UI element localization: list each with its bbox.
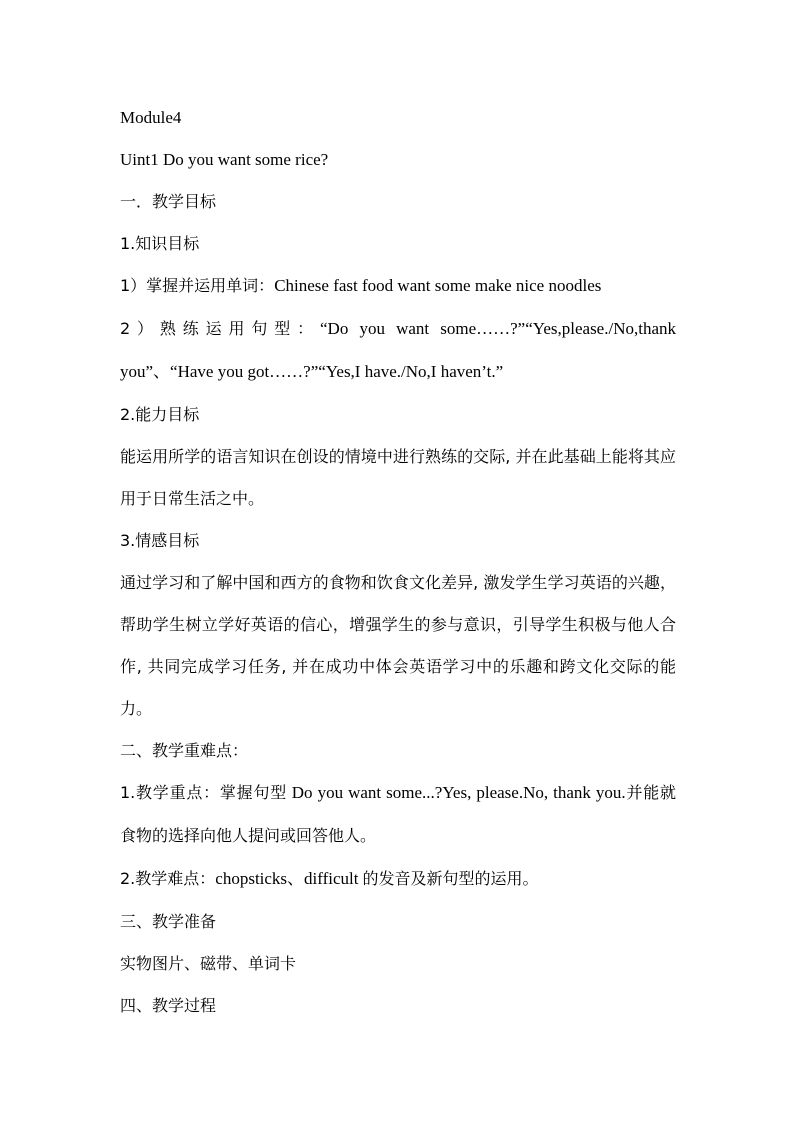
subsection-knowledge-objectives: 1.知识目标 <box>120 234 200 253</box>
section-key-difficult-points: 二、教学重难点： <box>120 741 249 760</box>
difficult-point-label: 2.教学难点： <box>120 869 216 888</box>
unit-title: Uint1 Do you want some rice? <box>120 150 329 169</box>
difficult-point-words: chopsticks、difficult <box>215 869 359 888</box>
section-teaching-process: 四、教学过程 <box>120 996 217 1015</box>
key-point-tail: 并能就食物的选择向他人提问或回答他人。 <box>120 783 676 845</box>
section-teaching-objectives: 一．教学目标 <box>120 192 217 211</box>
preparation-materials: 实物图片、磁带、单词卡 <box>120 954 297 973</box>
objective-item-vocabulary-label: 1）掌握并运用单词： <box>120 276 275 295</box>
key-point-sentences: Do you want some...?Yes, please.No, thank you. <box>291 783 626 802</box>
key-point-item <box>120 772 676 858</box>
subsection-emotional-objectives: 3.情感目标 <box>120 531 200 550</box>
objective-item-sentences <box>120 308 676 394</box>
objective-item-sentences-patterns: “Do you want some……?”“Yes,please./No,thank you”、“Have you got……?”“Yes,I have./No,I haven’t.” <box>120 319 676 381</box>
subsection-ability-objectives: 2.能力目标 <box>120 405 200 424</box>
key-point-label: 1.教学重点：掌握句型 <box>120 783 287 802</box>
objective-item-vocabulary-words: Chinese fast food want some make nice noodles <box>274 276 602 295</box>
module-heading: Module4 <box>120 108 182 127</box>
difficult-point-item <box>120 858 676 901</box>
section-teaching-preparation: 三、教学准备 <box>120 912 217 931</box>
emotional-objectives-paragraph: 通过学习和了解中国和西方的食物和饮食文化差异, 激发学生学习英语的兴趣，帮助学生树立学好英语的信心，增强学生的参与意识，引导学生积极与他人合作, 共同完成学习任务, 并在成功中体会英语学习中的乐趣和跨文化交际的能力。 <box>120 573 676 718</box>
difficult-point-tail: 的发音及新句型的运用。 <box>362 869 539 888</box>
document-body <box>120 97 676 1027</box>
objective-item-vocabulary <box>120 265 676 308</box>
objective-item-sentences-label: 2）熟练运用句型： <box>120 319 321 338</box>
ability-objectives-paragraph: 能运用所学的语言知识在创设的情境中进行熟练的交际, 并在此基础上能将其应用于日常生活之中。 <box>120 447 676 508</box>
